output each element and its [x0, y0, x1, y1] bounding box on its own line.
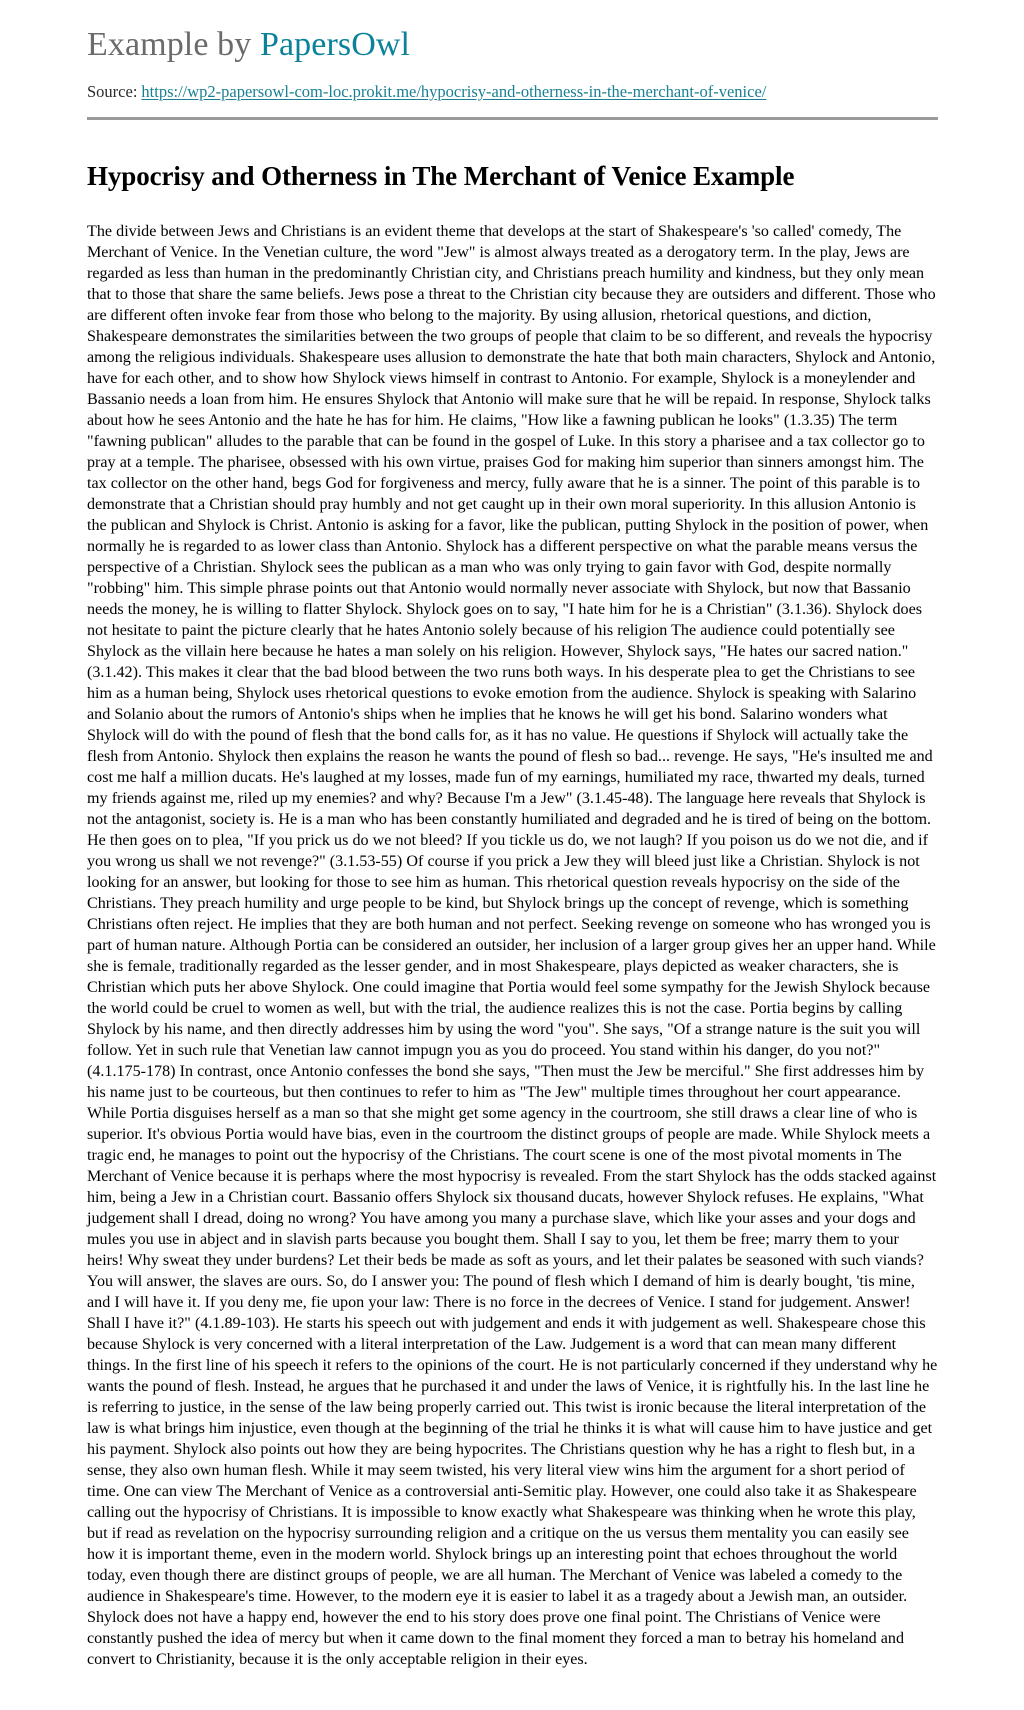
document-header	[0, 0, 1024, 120]
source-label: Source:	[87, 81, 138, 101]
source-line	[87, 81, 937, 103]
brand-heading	[87, 24, 937, 67]
source-url-link[interactable]: https://wp2-papersowl-com-loc.prokit.me/hypocrisy-and-otherness-in-the-merchant-of-venice/	[141, 81, 767, 101]
papersowl-brand-name: PapersOwl	[259, 26, 411, 63]
essay-body-text: The divide between Jews and Christians is an evident theme that develops at the start of Shakespeare's 'so called' comedy, The Merchant of Venice. In the Venetian culture, the word "Jew" is almost always treated as a derogatory term. In the play, Jews are regarded as less than human in the predominantly Christian city, and Christians preach humility and kindness, but they only mean that to those that share the same beliefs. Jews pose a threat to the Christian city because they are outsiders and different. Those who are different often invoke fear from those who belong to the majority. By using allusion, rhetorical questions, and diction, Shakespeare demonstrates the similarities between the two groups of people that claim to be so different, and reveals the hypocrisy among the religious individuals. Shakespeare uses allusion to demonstrate the hate that both main characters, Shylock and Antonio, have for each other, and to show how Shylock views himself in contrast to Antonio. For example, Shylock is a moneylender and Bassanio needs a loan from him. He ensures Shylock that Antonio will make sure that he will be repaid. In response, Shylock talks about how he sees Antonio and the hate he has for him. He claims, "How like a fawning publican he looks" (1.3.35) The term "fawning publican" alludes to the parable that can be found in the gospel of Luke. In this story a pharisee and a tax collector go to pray at a temple. The pharisee, obsessed with his own virtue, praises God for making him superior than sinners amongst him. The tax collector on the other hand, begs God for forgiveness and mercy, fully aware that he is a sinner. The point of this parable is to demonstrate that a Christian should pray humbly and not get caught up in their own moral superiority. In this allusion Antonio is the publican and Shylock is Christ. Antonio is asking for a favor, like the publican, putting Shylock in the position of power, when normally he is regarded to as lower class than Antonio. Shylock has a different perspective on what the parable means versus the perspective of a Christian. Shylock sees the publican as a man who was only trying to gain favor with God, despite normally "robbing" him. This simple phrase points out that Antonio would normally never associate with Shylock, but now that Bassanio needs the money, he is willing to flatter Shylock. Shylock goes on to say, "I hate him for he is a Christian" (3.1.36). Shylock does not hesitate to paint the picture clearly that he hates Antonio solely because of his religion The audience could potentially see Shylock as the villain here because he hates a man solely on his religion. However, Shylock says, "He hates our sacred nation." (3.1.42). This makes it clear that the bad blood between the two runs both ways. In his desperate plea to get the Christians to see him as a human being, Shylock uses rhetorical questions to evoke emotion from the audience. Shylock is speaking with Salarino and Solanio about the rumors of Antonio's ships when he implies that he knows he will get his bond. Salarino wonders what Shylock will do with the pound of flesh that the bond calls for, as it has no value. He questions if Shylock will actually take the flesh from Antonio. Shylock then explains the reason he wants the pound of flesh so bad... revenge. He says, "He's insulted me and cost me half a million ducats. He's laughed at my losses, made fun of my earnings, humiliated my race, thwarted my deals, turned my friends against me, riled up my enemies? and why? Because I'm a Jew" (3.1.45-48). The language here reveals that Shylock is not the antagonist, society is. He is a man who has been constantly humiliated and degraded and he is tired of being on the bottom. He then goes on to plea, "If you prick us do we not bleed? If you tickle us do, we not laugh? If you poison us do we not die, and if you wrong us shall we not revenge?" (3.1.53-55) Of course if you prick a Jew they will bleed just like a Christian. Shylock is not looking for an answer, but looking for those to see him as human. This rhetorical question reveals hypocrisy on the side of the Christians. They preach humility and urge people to be kind, but Shylock brings up the concept of revenge, which is something Christians often reject. He implies that they are both human and not perfect. Seeking revenge on someone who has wronged you is part of human nature. Although Portia can be considered an outsider, her inclusion of a larger group gives her an upper hand. While she is female, traditionally regarded as the lesser gender, and in most Shakespeare, plays depicted as weaker characters, she is Christian which puts her above Shylock. One could imagine that Portia would feel some sympathy for the Jewish Shylock because the world could be cruel to women as well, but with the trial, the audience realizes this is not the case. Portia begins by calling Shylock by his name, and then directly addresses him by using the word "you". She says, "Of a strange nature is the suit you will follow. Yet in such rule that Venetian law cannot impugn you as you do proceed. You stand within his danger, do you not?" (4.1.175-178) In contrast, once Antonio confesses the bond she says, "Then must the Jew be merciful." She first addresses him by his name just to be courteous, but then continues to refer to him as "The Jew" multiple times throughout her court appearance. While Portia disguises herself as a man so that she might get some agency in the courtroom, she still draws a clear line of who is superior. It's obvious Portia would have bias, even in the courtroom the distinct groups of people are made. While Shylock meets a tragic end, he manages to point out the hypocrisy of the Christians. The court scene is one of the most pivotal moments in The Merchant of Venice because it is perhaps where the most hypocrisy is revealed. From the start Shylock has the odds stacked against him, being a Jew in a Christian court. Bassanio offers Shylock six thousand ducats, however Shylock refuses. He explains, "What judgement shall I dread, doing no wrong? You have among you many a purchase slave, which like your asses and your dogs and mules you use in abject and in slavish parts because you bought them. Shall I say to you, let them be free; marry them to your heirs! Why sweat they under burdens? Let their beds be made as soft as yours, and let their palates be seasoned with such viands? You will answer, the slaves are ours. So, do I answer you: The pound of flesh which I demand of him is dearly bought, 'tis mine, and I will have it. If you deny me, fie upon your law: There is no force in the decrees of Venice. I stand for judgement. Answer! Shall I have it?" (4.1.89-103). He starts his speech out with judgement and ends it with judgement as well. Shakespeare chose this because Shylock is very concerned with a literal interpretation of the Law. Judgement is a word that can mean many different things. In the first line of his speech it refers to the opinions of the court. He is not particularly concerned if they understand why he wants the pound of flesh. Instead, he argues that he purchased it and under the laws of Venice, it is rightfully his. In the last line he is referring to justice, in the sense of the law being properly carried out. This twist is ironic because the literal interpretation of the law is what brings him injustice, even though at the beginning of the trial he thinks it is what will cause him to have justice and get his payment. Shylock also points out how they are being hypocrites. The Christians question why he has a right to flesh but, in a sense, they also own human flesh. While it may seem twisted, his very literal view wins him the argument for a short period of time. One can view The Merchant of Venice as a controversial anti-Semitic play. However, one could also take it as Shakespeare calling out the hypocrisy of Christians. It is impossible to know exactly what Shakespeare was thinking when he wrote this play, but if read as revelation on the hypocrisy surrounding religion and a critique on the us versus them mentality you can easily see how it is important theme, even in the modern world. Shylock brings up an interesting point that echoes throughout the world today, even though there are distinct groups of people, we are all human. The Merchant of Venice was labeled a comedy to the audience in Shakespeare's time. However, to the modern eye it is easier to label it as a tragedy about a Jewish man, an outsider. Shylock does not have a happy end, however the end to his story does prove one final point. The Christians of Venice were constantly pushed the idea of mercy but when it came down to the final moment they forced a man to betray his homeland and convert to Christianity, because it is the only acceptable religion in their eyes.	[87, 223, 938, 1669]
brand-prefix-text: Example by	[87, 26, 260, 63]
page-title: Hypocrisy and Otherness in The Merchant of Venice Example	[87, 160, 795, 191]
document-body	[0, 120, 1024, 1710]
